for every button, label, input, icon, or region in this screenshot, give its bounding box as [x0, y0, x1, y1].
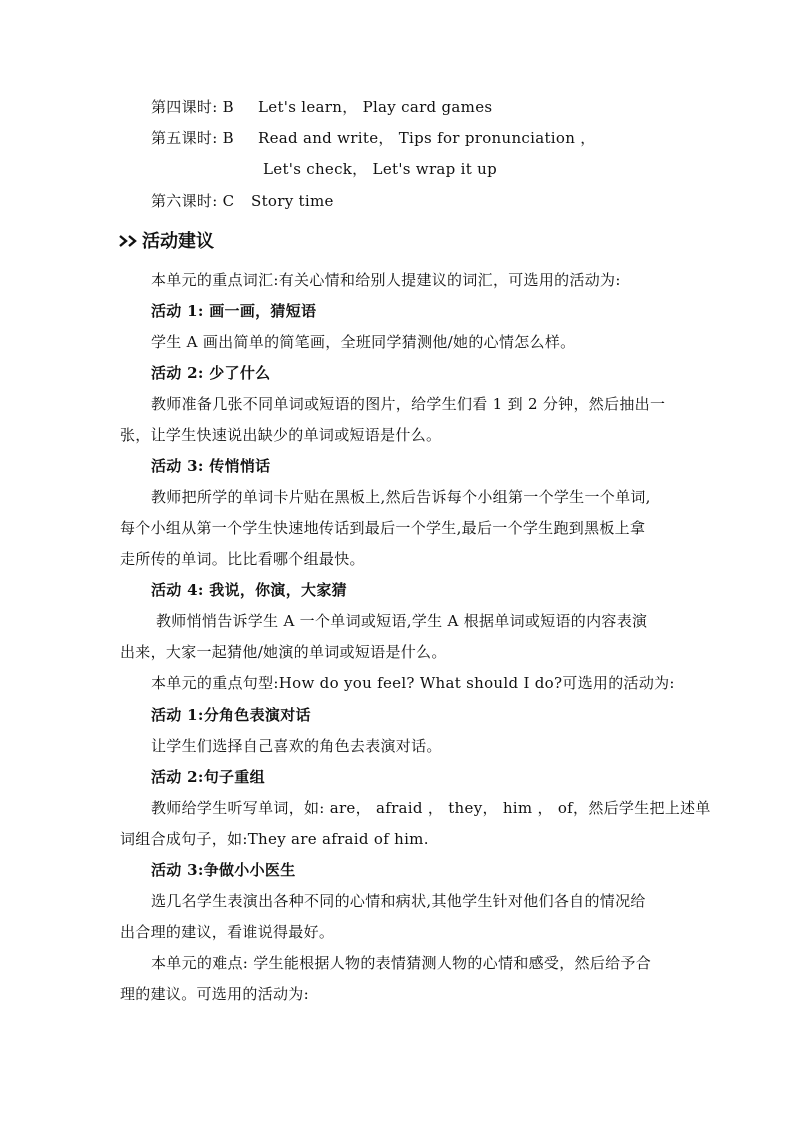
paragraph-line: 选几名学生表演出各种不同的心情和病状,其他学生针对他们各自的情况给 [151, 892, 646, 910]
paragraph-line: 本单元的难点: 学生能根据人物的表情猜测人物的心情和感受，然后给予合 [151, 954, 652, 972]
activity-title: 活动 3:争做小小医生 [151, 861, 296, 879]
paragraph-line: 让学生们选择自己喜欢的角色去表演对话。 [151, 737, 442, 755]
paragraph-line: 张，让学生快速说出缺少的单词或短语是什么。 [120, 426, 442, 444]
paragraph-line: 词组合成句子，如:They are afraid of him. [120, 830, 429, 848]
section-heading [118, 228, 214, 252]
paragraph-line: 教师把所学的单词卡片贴在黑板上,然后告诉每个小组第一个学生一个单词, [151, 488, 651, 506]
activity-title: 活动 3: 传悄悄话 [151, 457, 271, 475]
paragraph-line: 教师给学生听写单词，如: are， afraid ， they， him ， of，然后学生把上述单 [151, 799, 711, 817]
paragraph: 本单元的重点句型:How do you feel? What should I do?可选用的活动为: [151, 674, 675, 692]
schedule-content: Let's learn， Play card games [258, 98, 493, 116]
double-chevron-right-icon [118, 233, 140, 247]
paragraph-line: 出来，大家一起猜他/她演的单词或短语是什么。 [120, 643, 447, 661]
schedule-label: 第四课时: B [151, 98, 234, 116]
activity-title: 活动 4: 我说，你演，大家猜 [151, 581, 347, 599]
paragraph-line: 出合理的建议，看谁说得最好。 [120, 923, 335, 941]
schedule-label: 第六课时: C [151, 192, 235, 210]
activity-title: 活动 1: 画一画，猜短语 [151, 302, 317, 320]
schedule-content: Let's check， Let's wrap it up [263, 160, 497, 178]
paragraph-line: 每个小组从第一个学生快速地传话到最后一个学生,最后一个学生跑到黑板上拿 [120, 519, 646, 537]
schedule-content: Read and write， Tips for pronunciation ， [258, 129, 596, 147]
schedule-label: 第五课时: B [151, 129, 234, 147]
activity-title: 活动 1:分角色表演对话 [151, 706, 311, 724]
activity-title: 活动 2: 少了什么 [151, 364, 271, 382]
paragraph-line: 学生 A 画出简单的简笔画，全班同学猜测他/她的心情怎么样。 [151, 333, 576, 351]
schedule-content: Story time [251, 192, 334, 210]
section-heading-text: 活动建议 [142, 231, 214, 252]
paragraph-line: 理的建议。可选用的活动为: [120, 985, 309, 1003]
paragraph: 本单元的重点词汇:有关心情和给别人提建议的词汇，可选用的活动为: [151, 271, 621, 289]
paragraph-line: 教师悄悄告诉学生 A 一个单词或短语,学生 A 根据单词或短语的内容表演 [156, 612, 648, 630]
paragraph-line: 教师准备几张不同单词或短语的图片，给学生们看 1 到 2 分钟，然后抽出一 [151, 395, 666, 413]
paragraph-line: 走所传的单词。比比看哪个组最快。 [120, 550, 365, 568]
activity-title: 活动 2:句子重组 [151, 768, 265, 786]
